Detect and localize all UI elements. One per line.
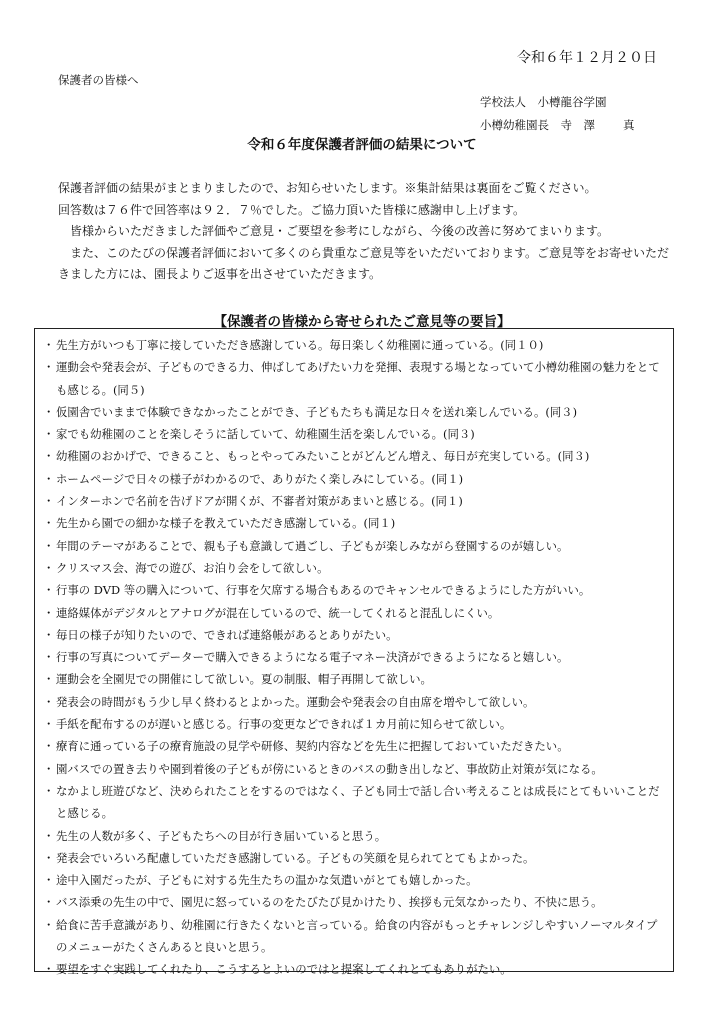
opinion-text: 手紙を配布するのが遅いと感じる。行事の変更などできれば１カ月前に知らせて欲しい。	[56, 717, 512, 732]
opinion-item	[43, 602, 667, 624]
opinion-item	[43, 490, 667, 512]
opinion-text: 給食に苦手意識があり、幼稚園に行きたくないと言っている。給食の内容がもっとチャレンジしやすいノーマルタイプのメニューがたくさんあると良いと思う。	[56, 917, 658, 955]
opinion-item	[43, 691, 667, 713]
opinion-text: 運動会を全園児での開催にして欲しい。夏の制服、帽子再開して欲しい。	[56, 672, 432, 687]
opinion-text: 先生の人数が多く、子どもたちへの目が行き届いていると思う。	[56, 828, 387, 843]
opinion-item	[43, 401, 667, 423]
opinion-text: 運動会や発表会が、子どものできる力、伸ばしてあげたい力を発揮、表現する場となっていて小樽幼稚園の魅力をとても感じる。(同５)	[56, 360, 660, 397]
bullet-marker: ・	[43, 338, 55, 352]
bullet-marker: ・	[43, 873, 55, 888]
body-paragraph: また、このたびの保護者評価において多くのら貴重なご意見等をいただいております。ご意見等をお寄せいただきました方には、園長よりご返事を出させていただきます。	[58, 245, 670, 281]
body-paragraph: 回答数は７６件で回答率は９２．７％でした。ご協力頂いた皆様に感謝申し上げます。	[58, 202, 526, 217]
opinion-item	[43, 356, 667, 401]
school-corporation: 学校法人 小樽龍谷学園	[480, 95, 607, 109]
opinion-text: 行事の写真についてデーターで購入できるようになる電子マネー決済ができるようになると嬉しい。	[56, 650, 569, 665]
opinion-text: なかよし班遊びなど、決められたことをするのではなく、子ども同士で話し合い考えることは成長にとてもいいことだと感じる。	[56, 783, 660, 821]
bullet-marker: ・	[43, 917, 55, 932]
bullet-marker: ・	[43, 650, 55, 665]
opinion-text: 仮園舎でいままで体験できなかったことができ、子どもたちも満足な日々を送れ楽しんでいる。(同３)	[56, 404, 578, 419]
opinion-text: 毎日の様子が知りたいので、できれば連絡帳があるとありがたい。	[56, 627, 398, 642]
opinion-text: 幼稚園のおかげで、できること、もっとやってみたいことがどんどん増え、毎日が充実している。(同３)	[56, 449, 590, 464]
bullet-marker: ・	[43, 828, 55, 843]
opinion-item	[43, 958, 667, 980]
opinion-item	[43, 557, 667, 579]
bullet-marker: ・	[43, 583, 55, 598]
document-date: 令和６年１２月２０日	[517, 50, 657, 66]
opinion-item	[43, 468, 667, 490]
bullet-marker: ・	[43, 761, 55, 776]
body-text	[58, 178, 678, 286]
bullet-marker: ・	[43, 717, 55, 732]
opinion-text: 先生から園での細かな様子を教えていただき感謝している。(同１)	[56, 516, 396, 531]
bullet-marker: ・	[43, 449, 55, 464]
opinion-item	[43, 535, 667, 557]
opinion-item	[43, 334, 667, 356]
bullet-marker: ・	[43, 494, 55, 509]
opinion-text: 要望をすぐ実践してくれたり、こうするとよいのではと提案してくれとてもありがたい。	[56, 962, 512, 977]
bullet-marker: ・	[43, 694, 55, 709]
principal-role: 小樽幼稚園長 寺 澤	[480, 118, 595, 132]
opinion-text: 先生方がいつも丁寧に接していただき感謝している。毎日楽しく幼稚園に通っている。(同１０)	[56, 338, 544, 352]
opinions-list	[43, 334, 667, 981]
opinion-text: インターホンで名前を告げドアが開くが、不審者対策があまいと感じる。(同１)	[56, 494, 463, 509]
opinion-item	[43, 869, 667, 891]
body-paragraph: 皆様からいただきました評価やご意見・ご要望を参考にしながら、今後の改善に努めてまいります。	[70, 224, 610, 238]
bullet-marker: ・	[43, 739, 55, 754]
opinions-heading: 【保護者の皆様から寄せられたご意見等の要旨】	[213, 314, 511, 330]
opinion-item	[43, 735, 667, 757]
bullet-marker: ・	[43, 538, 55, 553]
opinion-text: クリスマス会、海での遊び、お泊り会をして欲しい。	[56, 560, 329, 575]
bullet-marker: ・	[43, 962, 55, 977]
opinion-item	[43, 445, 667, 467]
opinion-text: ホームページで日々の様子がわかるので、ありがたく楽しみにしている。(同１)	[56, 471, 464, 486]
opinion-text: バス添乗の先生の中で、園児に怒っているのをたびたび見かけたり、挨拶も元気なかったり、不快に思う。	[56, 895, 603, 910]
opinion-item	[43, 825, 667, 847]
opinion-text: 連絡媒体がデジタルとアナログが混在しているので、統一してくれると混乱しにくい。	[56, 605, 500, 620]
bullet-marker: ・	[43, 404, 55, 419]
opinion-item	[43, 423, 667, 445]
bullet-marker: ・	[43, 360, 55, 375]
bullet-marker: ・	[43, 605, 55, 620]
bullet-marker: ・	[43, 783, 55, 798]
bullet-marker: ・	[43, 427, 55, 442]
bullet-marker: ・	[43, 895, 55, 910]
opinion-text: 発表会でいろいろ配慮していただき感謝している。子どもの笑顔を見られてとてもよかった。	[56, 850, 535, 865]
opinion-item	[43, 891, 667, 913]
opinion-item	[43, 780, 667, 825]
bullet-marker: ・	[43, 672, 55, 687]
bullet-marker: ・	[43, 627, 55, 642]
opinion-text: 行事の DVD 等の購入について、行事を欠席する場合もあるのでキャンセルできるようにした方がいい。	[56, 583, 591, 598]
opinion-item	[43, 914, 667, 959]
bullet-marker: ・	[43, 471, 55, 486]
principal-name: 真	[623, 118, 635, 132]
opinion-text: 年間のテーマがあることで、親も子も意識して過ごし、子どもが楽しみながら登園するのが嬉しい。	[56, 538, 569, 553]
opinion-item	[43, 847, 667, 869]
document-title: 令和６年度保護者評価の結果について	[247, 137, 477, 153]
principal-line	[480, 117, 635, 133]
bullet-marker: ・	[43, 560, 55, 575]
opinion-item	[43, 713, 667, 735]
opinion-item	[43, 646, 667, 668]
bullet-marker: ・	[43, 516, 55, 531]
addressee: 保護者の皆様へ	[58, 73, 139, 87]
bullet-marker: ・	[43, 850, 55, 865]
opinion-text: 園バスでの置き去りや園到着後の子どもが傍にいるときのバスの動き出しなど、事故防止対策が気になる。	[56, 761, 603, 776]
opinion-item	[43, 624, 667, 646]
opinion-text: 発表会の時間がもう少し早く終わるとよかった。運動会や発表会の自由席を増やして欲しい。	[56, 694, 535, 709]
opinions-box	[34, 328, 674, 977]
opinion-item	[43, 512, 667, 534]
opinion-text: 家でも幼稚園のことを楽しそうに話していて、幼稚園生活を楽しんでいる。(同３)	[56, 427, 475, 442]
opinion-item	[43, 579, 667, 601]
opinion-item	[43, 668, 667, 690]
body-paragraph: 保護者評価の結果がまとまりましたので、お知らせいたします。※集計結果は裏面をご覧ください。	[58, 181, 597, 195]
opinion-text: 療育に通っている子の療育施設の見学や研修、契約内容などを先生に把握しておいていただきたい。	[56, 739, 569, 754]
opinion-text: 途中入園だったが、子どもに対する先生たちの温かな気遣いがとても嬉しかった。	[56, 873, 478, 888]
opinion-item	[43, 758, 667, 780]
